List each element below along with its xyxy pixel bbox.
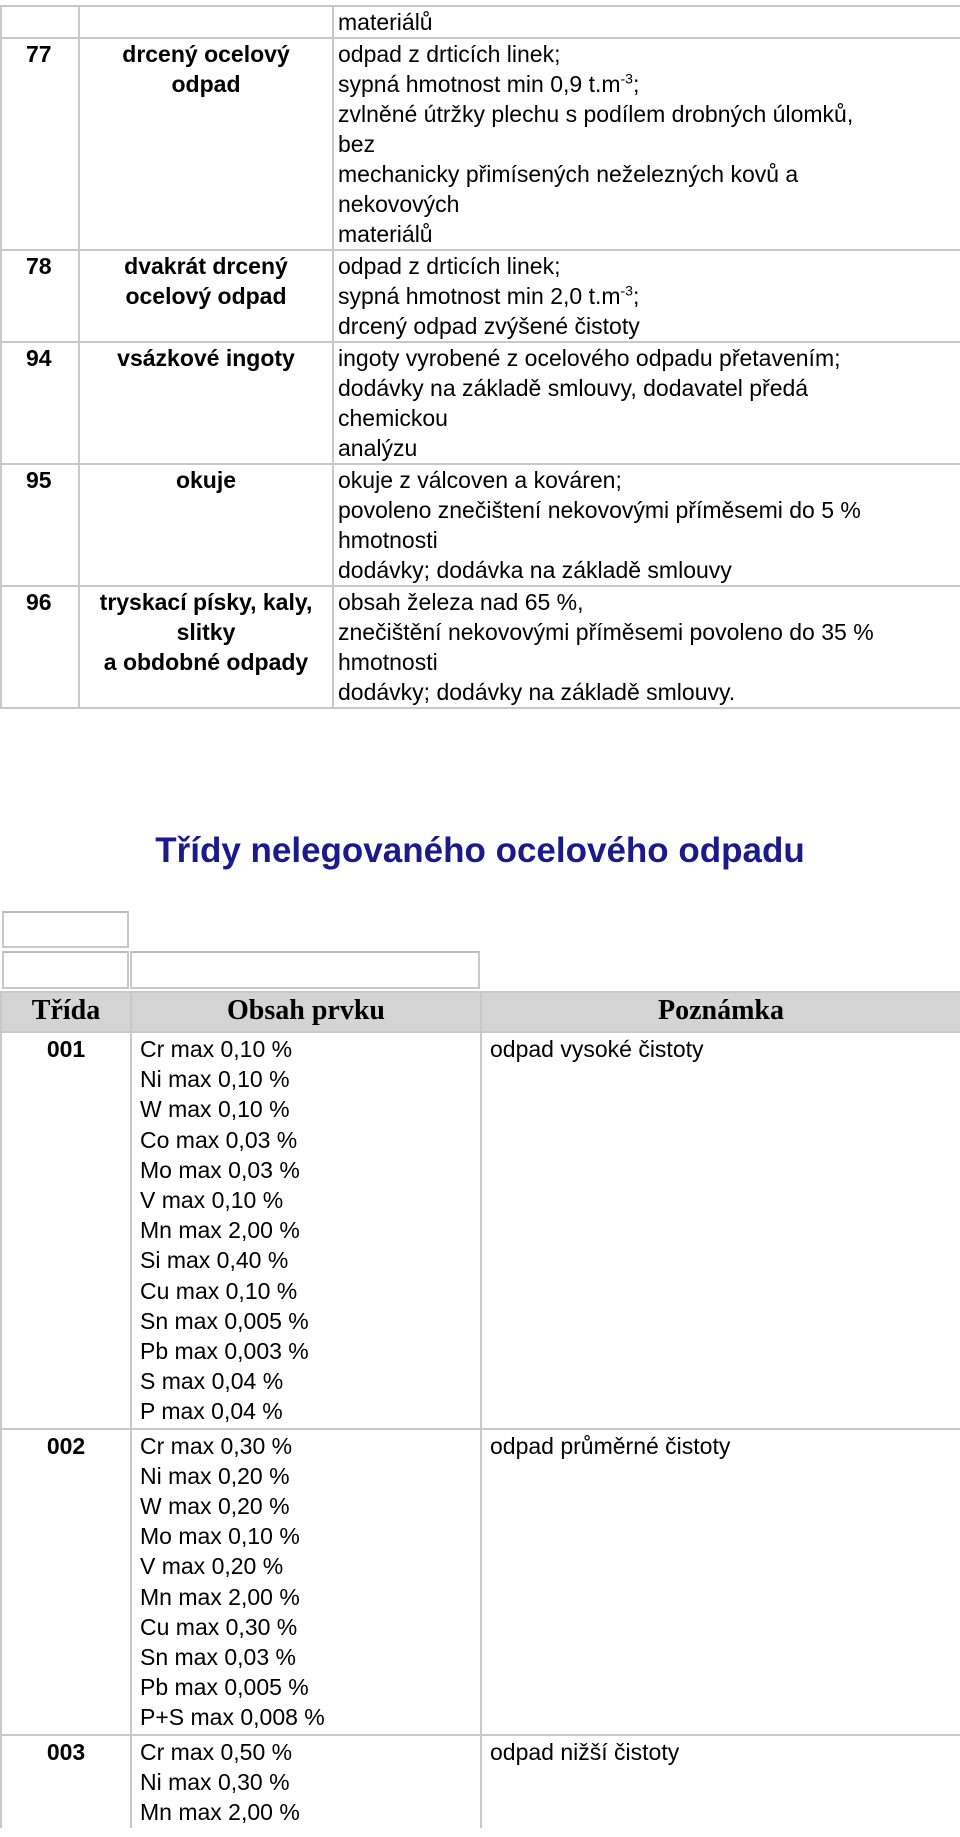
element-limit: Ni max 0,10 %: [140, 1066, 290, 1093]
waste-description: [333, 586, 960, 708]
element-limits: [131, 1429, 481, 1735]
class-code: 002: [1, 1429, 131, 1735]
description-line: [338, 99, 956, 129]
element-limit: Cu max 0,10 %: [140, 1277, 298, 1304]
description-text: analýzu: [338, 435, 418, 461]
table-row: [1, 1429, 960, 1735]
waste-name: [79, 6, 333, 38]
unit-exponent: -3: [620, 70, 633, 87]
element-limit: Sn max 0,03 %: [140, 1644, 296, 1671]
section-heading: Třídy nelegovaného ocelového odpadu: [155, 831, 805, 870]
element-limits: [131, 1735, 481, 1829]
description-line: [338, 433, 956, 463]
description-line: [338, 403, 956, 433]
waste-name-line: drcený ocelový: [122, 41, 290, 67]
element-limit: Sn max 0,005 %: [140, 1307, 309, 1334]
element-limit: W max 0,20 %: [140, 1493, 290, 1520]
steel-classes-body: [1, 1032, 960, 1828]
description-text: dodávky; dodávky na základě smlouvy.: [338, 679, 736, 705]
element-limit: S max 0,04 %: [140, 1368, 284, 1395]
description-line: [338, 465, 956, 495]
description-text: materiálů: [338, 221, 433, 247]
description-line: [338, 7, 956, 37]
description-text: hmotnosti: [338, 649, 438, 675]
table-row: [1, 342, 960, 464]
description-text: nekovových: [338, 191, 460, 217]
description-line: [338, 159, 956, 189]
waste-description: [333, 464, 960, 586]
waste-name-line: tryskací písky, kaly,: [99, 589, 313, 615]
description-text: sypná hmotnost min 2,0 t.m: [338, 283, 621, 309]
header-note: Poznámka: [481, 992, 960, 1032]
table-row: [1, 38, 960, 250]
empty-cell: [2, 911, 129, 948]
table-row: [1, 6, 960, 38]
class-code: 001: [1, 1032, 131, 1429]
description-text: odpad z drticích linek;: [338, 41, 561, 67]
waste-name: [79, 38, 333, 250]
table-row: [1, 586, 960, 708]
waste-name-line: vsázkové ingoty: [117, 345, 295, 371]
description-text: okuje z válcoven a kováren;: [338, 467, 622, 493]
waste-code: 96: [1, 586, 79, 708]
class-note: odpad vysoké čistoty: [481, 1032, 960, 1429]
description-text: chemickou: [338, 405, 448, 431]
waste-types-body: [1, 6, 960, 708]
description-line: [338, 587, 956, 617]
table-header-row: [1, 992, 960, 1032]
description-text: bez: [338, 131, 376, 157]
description-text: zvlněné útržky plechu s podílem drobných úlomků,: [338, 101, 854, 127]
element-limit: Si max 0,40 %: [140, 1247, 289, 1274]
class-code: 003: [1, 1735, 131, 1829]
description-text: ingoty vyrobené z ocelového odpadu přetavením;: [338, 345, 841, 371]
element-limit: Cr max 0,30 %: [140, 1432, 293, 1459]
element-limit: P+S max 0,008 %: [140, 1704, 325, 1731]
element-limit: Cr max 0,50 %: [140, 1738, 293, 1765]
waste-name: [79, 464, 333, 586]
description-text: drcený odpad zvýšené čistoty: [338, 313, 640, 339]
element-limit: Mo max 0,10 %: [140, 1523, 300, 1550]
description-line: [338, 189, 956, 219]
element-limit: Mn max 2,00 %: [140, 1217, 300, 1244]
description-line: [338, 495, 956, 525]
element-limit: Cr max 0,10 %: [140, 1036, 293, 1062]
waste-code: 78: [1, 250, 79, 342]
description-line: [338, 525, 956, 555]
description-text: odpad z drticích linek;: [338, 253, 561, 279]
description-line: [338, 251, 956, 281]
description-line: [338, 647, 956, 677]
description-text: dodávky; dodávka na základě smlouvy: [338, 557, 732, 583]
waste-code: 95: [1, 464, 79, 586]
waste-types-table: [0, 5, 960, 709]
description-tail: ;: [632, 71, 640, 97]
header-class: Třída: [1, 992, 131, 1032]
waste-name-line: a obdobné odpady: [103, 649, 309, 675]
element-limit: Mo max 0,03 %: [140, 1156, 300, 1183]
element-limit: V max 0,10 %: [140, 1187, 284, 1214]
element-limits: [131, 1032, 481, 1429]
description-line: [338, 129, 956, 159]
element-limit: Ni max 0,20 %: [140, 1462, 290, 1489]
element-limit: Cu max 0,30 %: [140, 1613, 298, 1640]
unit-exponent: -3: [620, 282, 633, 299]
element-limit: V max 0,20 %: [140, 1553, 284, 1580]
element-limit: Co max 0,03 %: [140, 1126, 298, 1153]
element-limit: W max 0,10 %: [140, 1096, 290, 1123]
description-line: [338, 617, 956, 647]
waste-code: 77: [1, 38, 79, 250]
description-line: [338, 555, 956, 585]
description-line: [338, 281, 956, 311]
waste-name: [79, 586, 333, 708]
element-limit: P max 0,04 %: [140, 1398, 283, 1425]
waste-description: [333, 38, 960, 250]
table-row: [1, 1032, 960, 1429]
waste-name: [79, 250, 333, 342]
class-note: odpad průměrné čistoty: [481, 1429, 960, 1735]
element-limit: Pb max 0,005 %: [140, 1674, 309, 1701]
description-text: znečištění nekovovými příměsemi povoleno do 35 %: [338, 619, 874, 645]
empty-cell: [130, 951, 480, 989]
description-line: [338, 219, 956, 249]
waste-code: 94: [1, 342, 79, 464]
waste-code: [1, 6, 79, 38]
description-text: obsah železa nad 65 %,: [338, 589, 584, 615]
waste-name-line: dvakrát drcený: [124, 253, 288, 279]
waste-name-line: odpad: [171, 71, 241, 97]
waste-description: [333, 6, 960, 38]
empty-cell: [2, 951, 129, 989]
description-tail: ;: [632, 283, 640, 309]
element-limit: Pb max 0,003 %: [140, 1338, 309, 1365]
description-text: dodávky na základě smlouvy, dodavatel předá: [338, 375, 809, 401]
description-line: [338, 373, 956, 403]
header-elements: Obsah prvku: [131, 992, 481, 1032]
description-line: [338, 39, 956, 69]
description-line: [338, 677, 956, 707]
element-limit: Ni max 0,30 %: [140, 1768, 290, 1795]
description-text: povoleno znečištení nekovovými příměsemi do 5 %: [338, 497, 861, 523]
waste-name-line: slitky: [176, 619, 236, 645]
element-limit: Mn max 2,00 %: [140, 1583, 300, 1610]
description-text: sypná hmotnost min 0,9 t.m: [338, 71, 621, 97]
description-text: mechanicky přimísených neželezných kovů a: [338, 161, 799, 187]
description-text: hmotnosti: [338, 527, 438, 553]
element-limit: Mn max 2,00 %: [140, 1799, 300, 1826]
waste-name-line: okuje: [175, 467, 237, 493]
waste-description: [333, 342, 960, 464]
description-text: materiálů: [338, 9, 433, 35]
waste-name: [79, 342, 333, 464]
description-line: [338, 343, 956, 373]
table-row: [1, 464, 960, 586]
waste-name-line: ocelový odpad: [125, 283, 287, 309]
table-row: [1, 250, 960, 342]
table-row: [1, 1735, 960, 1829]
class-note: odpad nižší čistoty: [481, 1735, 960, 1829]
description-line: [338, 311, 956, 341]
description-line: [338, 69, 956, 99]
waste-description: [333, 250, 960, 342]
steel-classes-table: [0, 991, 960, 1828]
